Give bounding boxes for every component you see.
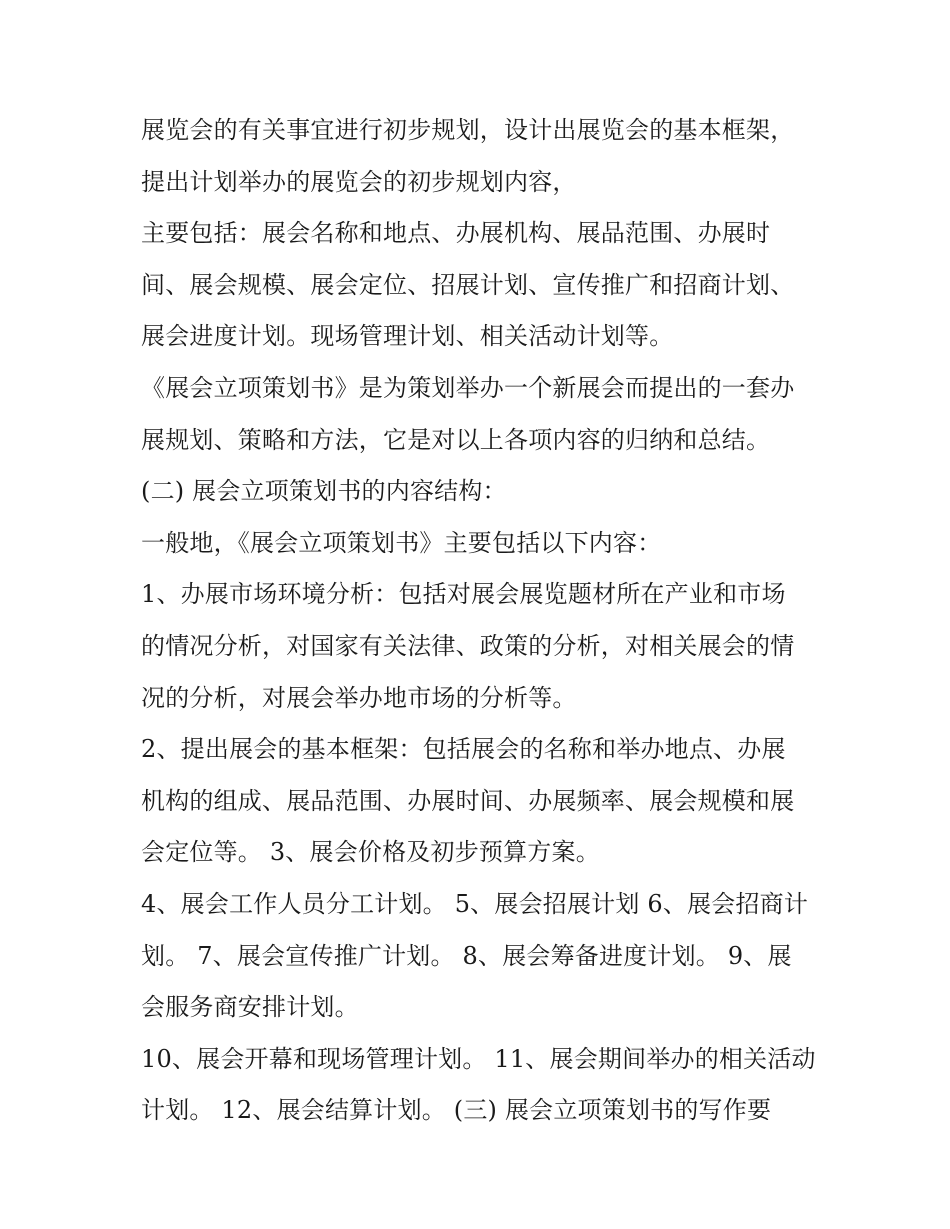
text-line: 展览会的有关事宜进行初步规划，设计出展览会的基本框架， <box>141 116 795 144</box>
text-line: 的情况分析，对国家有关法律、政策的分析，对相关展会的情 <box>141 631 795 660</box>
text-line: 《展会立项策划书》是为策划举办一个新展会而提出的一套办 <box>141 373 795 402</box>
text-line: 展规划、策略和方法，它是对以上各项内容的归纳和总结。 <box>141 425 771 454</box>
list-item-4: 4、展会工作人员分工计划。 5、展会招展计划 6、展会招商计 <box>141 889 809 918</box>
text-line: 划。 7、展会宣传推广计划。 8、展会筹备进度计划。 9、展 <box>141 941 792 970</box>
text-line: 计划。 12、展会结算计划。 (三) 展会立项策划书的写作要 <box>141 1096 772 1125</box>
text-line: 间、展会规模、展会定位、招展计划、宣传推广和招商计划、 <box>141 270 795 299</box>
document-body <box>141 105 821 1137</box>
text-line: 况的分析，对展会举办地市场的分析等。 <box>141 683 577 712</box>
text-line: 会服务商安排计划。 <box>141 993 359 1022</box>
list-item-2: 2、提出展会的基本框架：包括展会的名称和举办地点、办展 <box>141 735 786 764</box>
text-line: 提出计划举办的展览会的初步规划内容， <box>141 167 577 196</box>
text-line: 主要包括：展会名称和地点、办展机构、展品范围、办展时 <box>141 219 771 248</box>
text-line: 展会进度计划。现场管理计划、相关活动计划等。 <box>141 322 674 351</box>
list-item-10: 10、展会开幕和现场管理计划。 11、展会期间举办的相关活动 <box>141 1044 816 1073</box>
text-line: 一般地，《展会立项策划书》主要包括以下内容： <box>141 528 662 557</box>
text-line: 会定位等。 3、展会价格及初步预算方案。 <box>141 838 600 867</box>
text-line: 机构的组成、展品范围、办展时间、办展频率、展会规模和展 <box>141 786 795 815</box>
list-item-1: 1、办展市场环境分析：包括对展会展览题材所在产业和市场 <box>141 580 786 609</box>
section-heading: (二) 展会立项策划书的内容结构： <box>141 477 507 506</box>
